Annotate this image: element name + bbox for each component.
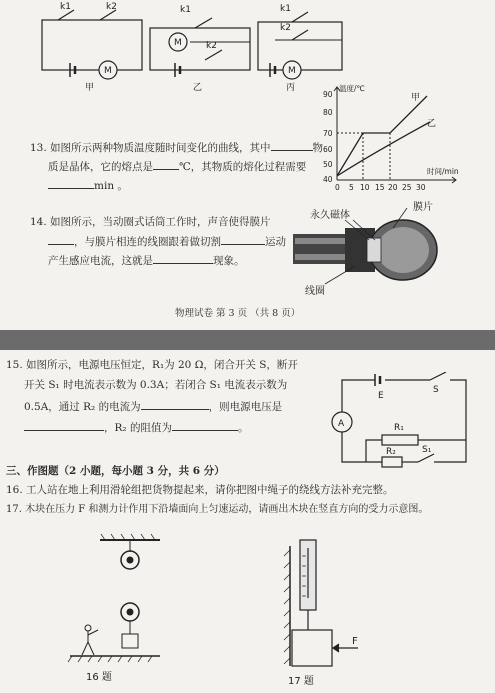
q15-line1: 15. 如图所示，电源电压恒定，R₁为 20 Ω，闭合开关 S，断开	[6, 359, 298, 371]
svg-text:k1: k1	[60, 2, 71, 12]
q16-text: 16. 工人站在地上利用滑轮组把货物提起来，请你把图中绳子的绕线方法补充完整。	[6, 484, 394, 496]
svg-text:膜片: 膜片	[413, 202, 433, 213]
svg-text:甲: 甲	[411, 93, 421, 103]
q14-line2: ，与膜片相连的线圈跟着做切割 运动	[48, 232, 286, 252]
q15-line4: ，R₂ 的阻值为 。	[24, 418, 248, 438]
svg-text:线圈: 线圈	[305, 286, 325, 297]
svg-text:甲: 甲	[85, 83, 95, 93]
svg-text:E: E	[378, 391, 384, 401]
svg-text:S₁: S₁	[422, 445, 432, 455]
svg-text:M: M	[174, 38, 182, 48]
svg-text:F: F	[352, 636, 358, 647]
q13-line3: min 。	[48, 176, 128, 196]
svg-text:15: 15	[375, 183, 385, 192]
svg-text:乙: 乙	[193, 83, 203, 93]
temperature-time-graph	[315, 82, 465, 197]
q13-line2: 质是晶体，它的熔点是 ℃，其物质的熔化过程需要	[48, 157, 306, 177]
svg-text:k1: k1	[280, 4, 291, 14]
svg-text:永久磁体: 永久磁体	[310, 210, 350, 221]
q14-line1: 14. 如图所示，当动圈式话筒工作时，声音使得膜片	[30, 216, 271, 228]
pulley-figure	[60, 530, 180, 690]
svg-text:温度/℃: 温度/℃	[339, 84, 365, 93]
section-3-heading: 三、作图题（2 小题，每小题 3 分，共 6 分）	[6, 465, 225, 477]
svg-text:k1: k1	[180, 5, 191, 15]
svg-text:S: S	[433, 385, 439, 395]
svg-text:80: 80	[323, 108, 333, 117]
svg-text:M: M	[288, 66, 296, 76]
svg-text:丙: 丙	[286, 83, 296, 93]
q17-text: 17. 木块在压力 F 和测力计作用下沿墙面向上匀速运动，请画出木块在竖直方向的受力示意图。	[6, 504, 429, 515]
q15-circuit	[330, 372, 480, 472]
wall-block-figure	[270, 536, 390, 691]
exam-page-3	[0, 0, 495, 330]
svg-text:20: 20	[388, 183, 398, 192]
svg-text:乙: 乙	[427, 119, 437, 129]
svg-text:R₂: R₂	[386, 447, 396, 457]
svg-text:10: 10	[360, 183, 370, 192]
svg-text:A: A	[338, 419, 345, 429]
svg-text:5: 5	[349, 183, 354, 192]
svg-text:30: 30	[416, 183, 426, 192]
svg-text:k2: k2	[106, 2, 117, 12]
svg-text:17 题: 17 题	[288, 676, 314, 687]
circuit-diagrams	[30, 0, 350, 100]
exam-page-4	[0, 350, 495, 693]
q13-line1: 13. 如图所示两种物质温度随时间变化的曲线，其中 物	[30, 138, 323, 158]
q15-line2: 开关 S₁ 时电流表示数为 0.3A；若闭合 S₁ 电流表示数为	[24, 379, 288, 391]
svg-text:50: 50	[323, 160, 333, 169]
svg-text:k2: k2	[280, 23, 291, 33]
svg-text:k2: k2	[206, 41, 217, 51]
page-footer: 物理试卷 第 3 页 （共 8 页）	[175, 308, 301, 319]
svg-text:40: 40	[323, 175, 333, 184]
svg-text:0: 0	[335, 183, 340, 192]
svg-text:时间/min: 时间/min	[427, 167, 459, 176]
svg-text:16 题: 16 题	[86, 672, 112, 683]
q15-line3: 0.5A，通过 R₂ 的电流为 ，则电源电压是	[24, 397, 282, 417]
svg-text:M: M	[104, 66, 112, 76]
svg-text:R₁: R₁	[394, 423, 404, 433]
svg-text:60: 60	[323, 145, 333, 154]
svg-text:70: 70	[323, 129, 333, 138]
microphone-diagram	[285, 198, 445, 298]
q14-line3: 产生感应电流，这就是 现象。	[48, 251, 245, 271]
svg-text:90: 90	[323, 90, 333, 99]
svg-text:25: 25	[402, 183, 412, 192]
